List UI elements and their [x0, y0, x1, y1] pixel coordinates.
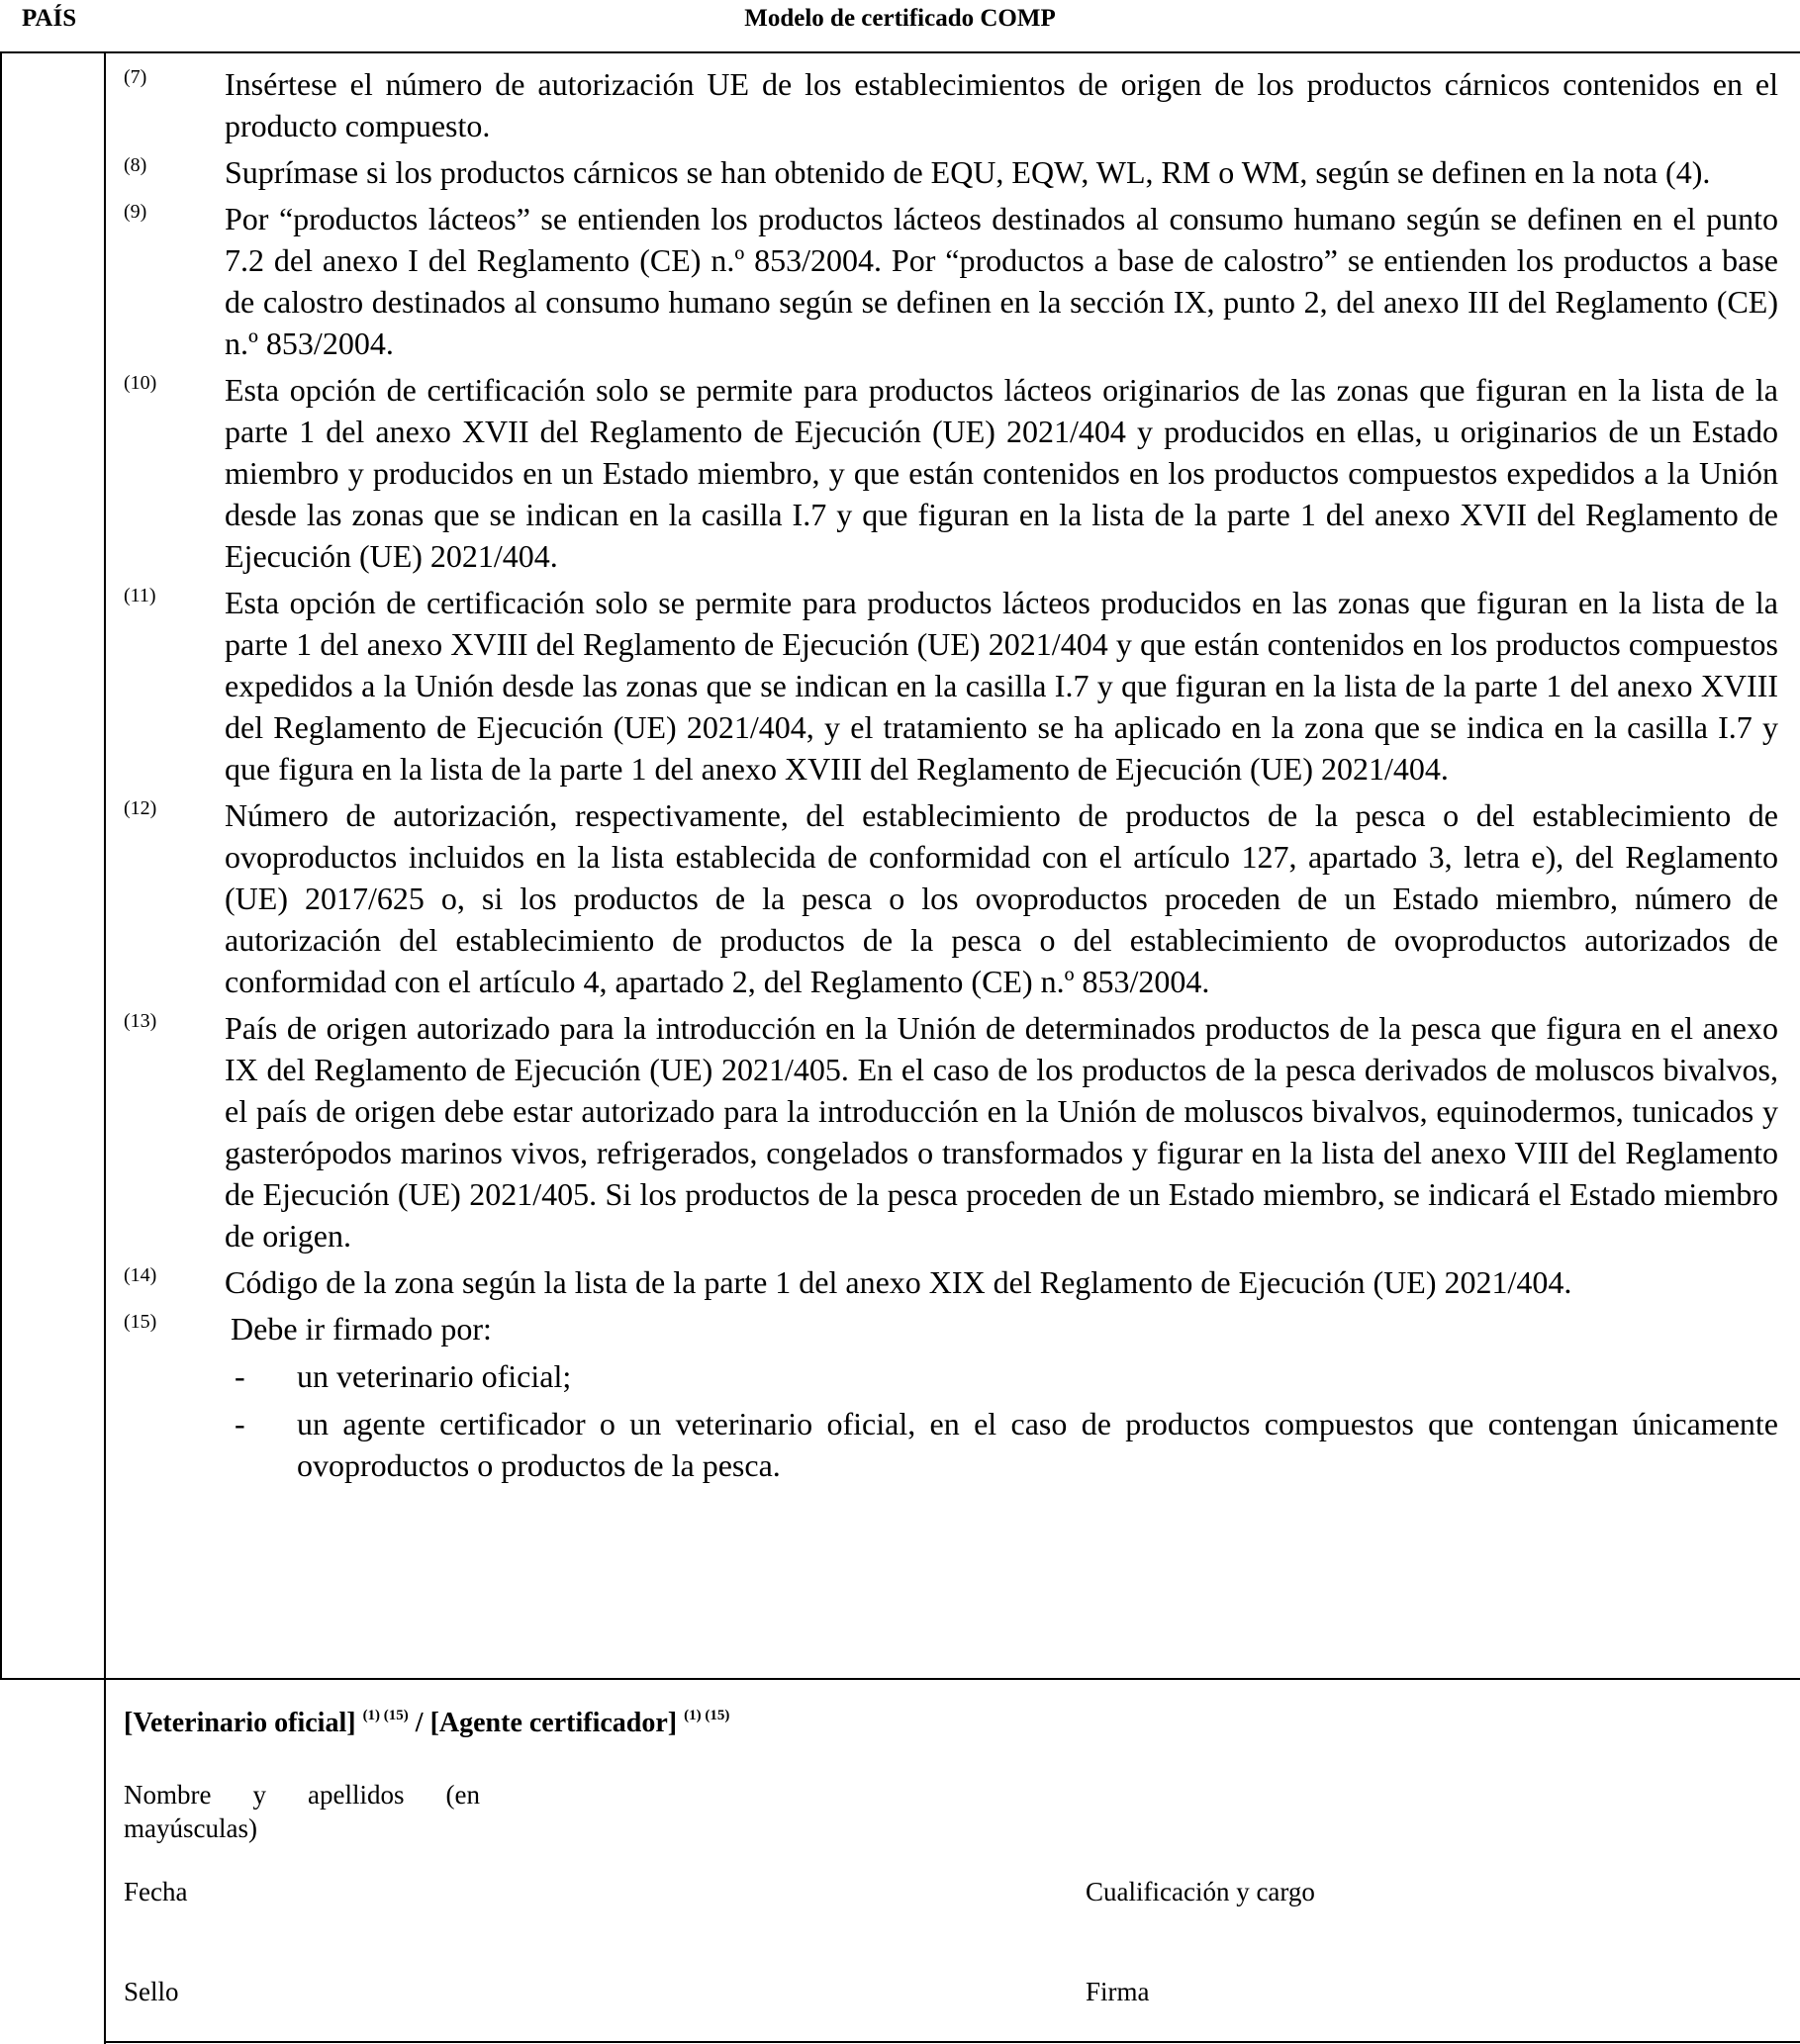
stamp-label: Sello [124, 1977, 179, 2006]
note-number: (7) [124, 66, 147, 88]
note-8 [124, 151, 1778, 193]
note-text: Código de la zona según la lista de la parte 1 del anexo XIX del Reglamento de Ejecución (UE) 2021/404. [225, 1264, 1572, 1300]
list-item [233, 1403, 1778, 1486]
note-number: (14) [124, 1264, 157, 1286]
signature-title [124, 1708, 729, 1739]
table-bottom-border [104, 2041, 1800, 2043]
note-15 [124, 1308, 1778, 1486]
official-vet-label: [Veterinario oficial] [124, 1708, 356, 1738]
page-title: Modelo de certificado COMP [744, 5, 1056, 32]
note-7 [124, 63, 1778, 146]
list-dash: - [235, 1358, 245, 1394]
notes-list [124, 63, 1778, 1491]
note-text: Esta opción de certificación solo se permite para productos lácteos originarios de las zonas que figuran en la lista de la parte 1 del anexo XVII del Reglamento de Ejecución (UE) 2021/404 y producidos en ellas, u originarios de un Estado miembro y producidos en un Estado miembro, y que están contenidos en los productos compuestos expedidos a la Unión desde las zonas que se indican en la casilla I.7 y que figuran en la lista de la parte 1 del anexo XVII del Reglamento de Ejecución (UE) 2021/404. [225, 372, 1778, 574]
date-label: Fecha [124, 1877, 188, 1906]
note-text: Número de autorización, respectivamente, del establecimiento de productos de la pesca o del establecimiento de ovoproductos incluidos en la lista establecida de conformidad con el artículo 127, apartado 3, letra e), del Reglamento (UE) 2017/625 o, si los productos de la pesca o los ovoproductos proceden de un Estado miembro, número de autorización del establecimiento de productos de la pesca o del establecimiento de ovoproductos autorizados de conformidad con el artículo 4, apartado 2, del Reglamento (CE) n.º 853/2004. [225, 797, 1778, 999]
table-left-border [0, 51, 2, 1679]
qualification-label: Cualificación y cargo [1086, 1877, 1315, 1906]
note-text: País de origen autorizado para la introducción en la Unión de determinados productos de la pesca que figura en el anexo IX del Reglamento de Ejecución (UE) 2021/405. En el caso de los productos de la pesca derivados de moluscos bivalvos, el país de origen debe estar autorizado para la introducción en la Unión de moluscos bivalvos, equinodermos, tunicados y gasterópodos marinos vivos, refrigerados, congelados o transformados y figurar en la lista del anexo VIII del Reglamento de Ejecución (UE) 2021/405. Si los productos de la pesca proceden de un Estado miembro, se indicará el Estado miembro de origen. [225, 1010, 1778, 1254]
note-number: (15) [124, 1311, 157, 1333]
note-number: (10) [124, 372, 157, 394]
footnote-ref: (1) (15) [362, 1708, 409, 1723]
name-label: Nombre y apellidos (en mayúsculas) [124, 1780, 480, 1843]
section-divider [0, 1678, 1800, 1680]
note-number: (9) [124, 201, 147, 223]
list-dash: - [235, 1406, 245, 1441]
note-number: (13) [124, 1010, 157, 1032]
note-12 [124, 794, 1778, 1002]
note-11 [124, 582, 1778, 790]
note-13 [124, 1007, 1778, 1256]
signature-label: Firma [1086, 1977, 1150, 2006]
note-text: Por “productos lácteos” se entienden los productos lácteos destinados al consumo humano según se definen en el punto 7.2 del anexo I del Reglamento (CE) n.º 853/2004. Por “productos a base de calostro” se entienden los productos a base de calostro destinados al consumo humano según se definen en la sección IX, punto 2, del anexo III del Reglamento (CE) n.º 853/2004. [225, 201, 1778, 361]
note-number: (12) [124, 797, 157, 819]
note-text: Esta opción de certificación solo se permite para productos lácteos producidos en las zonas que figuran en la lista de la parte 1 del anexo XVIII del Reglamento de Ejecución (UE) 2021/404 y que están contenidos en los productos compuestos expedidos a la Unión desde las zonas que se indican en la casilla I.7 y que figuran en la lista de la parte 1 del anexo XVIII del Reglamento de Ejecución (UE) 2021/404, y el tratamiento se ha aplicado en la zona que se indica en la casilla I.7 y que figura en la lista de la parte 1 del anexo XVIII del Reglamento de Ejecución (UE) 2021/404. [225, 585, 1778, 787]
note-text: Suprímase si los productos cárnicos se han obtenido de EQU, EQW, WL, RM o WM, según se definen en la nota (4). [225, 154, 1711, 190]
footnote-ref: (1) (15) [684, 1708, 730, 1723]
column-divider [104, 51, 106, 2044]
note-text: Debe ir firmado por: [231, 1311, 492, 1347]
list-item [233, 1355, 1778, 1397]
list-item-text: un veterinario oficial; [297, 1358, 572, 1394]
list-item-text: un agente certificador o un veterinario oficial, en el caso de productos compuestos que contengan únicamente ovoproductos o productos de la pesca. [297, 1406, 1778, 1483]
note-number: (8) [124, 154, 147, 176]
note-number: (11) [124, 585, 156, 606]
note-10 [124, 369, 1778, 577]
table-top-border [0, 51, 1800, 53]
certifying-agent-label: / [Agente certificador] [415, 1708, 678, 1738]
note-14 [124, 1261, 1778, 1303]
header-country: PAÍS [22, 5, 77, 32]
note-text: Insértese el número de autorización UE de los establecimientos de origen de los productos cárnicos contenidos en el producto compuesto. [225, 66, 1778, 143]
note-9 [124, 198, 1778, 364]
